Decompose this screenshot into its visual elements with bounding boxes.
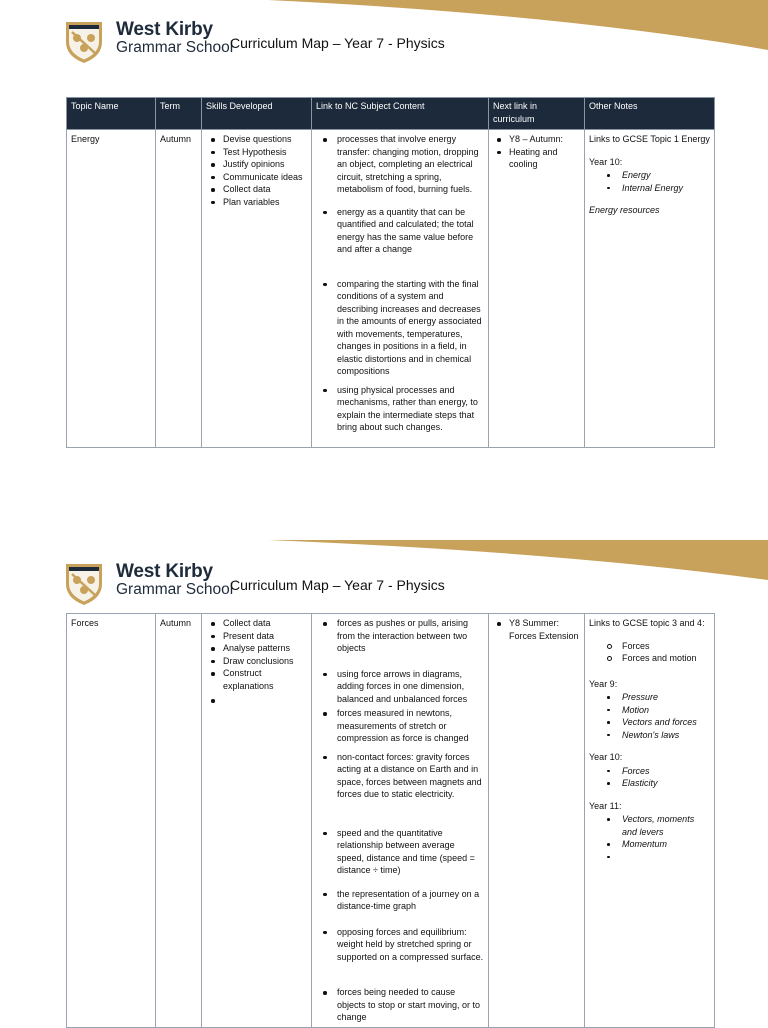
header-nc-content: Link to NC Subject Content: [312, 98, 489, 130]
list-item: Devise questions: [223, 133, 307, 146]
list-item: Forces: [622, 765, 710, 778]
school-name: [116, 562, 233, 598]
school-name-line2: Grammar School: [116, 39, 234, 56]
nc-content-list: [316, 133, 484, 434]
list-item: Heating and cooling: [509, 146, 580, 171]
list-item: Internal Energy: [622, 182, 710, 195]
skills-list: [206, 133, 307, 208]
page-header: [64, 562, 764, 612]
list-item: Vectors, moments and levers: [622, 813, 710, 838]
list-item: forces being needed to cause objects to stop or start moving, or to change: [337, 986, 484, 1024]
list-item: Collect data: [223, 617, 307, 630]
nc-content-list: [316, 617, 484, 1024]
forces-curriculum-table: [66, 613, 715, 1028]
gcse-link-note: Links to GCSE Topic 1 Energy: [589, 134, 710, 144]
school-name-line1: West Kirby: [116, 561, 213, 582]
list-item: the representation of a journey on a distance-time graph: [337, 888, 484, 913]
year10-topic-list: [589, 765, 710, 790]
page-2: [0, 540, 768, 1024]
list-item: using physical processes and mechanisms, rather than energy, to explain the intermediate steps that bring about such changes.: [337, 384, 484, 434]
skills-cell: [202, 614, 312, 1028]
term-cell: Autumn: [156, 130, 202, 448]
list-item: Y8 – Autumn:: [509, 133, 580, 146]
list-item: opposing forces and equilibrium: weight held by stretched spring or supported on a compressed surface.: [337, 926, 484, 962]
document-title: Curriculum Map – Year 7 - Physics: [230, 35, 445, 51]
list-item: Analyse patterns: [223, 642, 307, 655]
year-label: Year 9:: [589, 678, 618, 689]
school-name-line2: Grammar School: [116, 581, 234, 598]
header-other-notes: Other Notes: [585, 98, 715, 130]
list-item: Justify opinions: [223, 158, 307, 171]
next-link-list: [493, 133, 580, 171]
header-next-link: Next link in curriculum: [489, 98, 585, 130]
list-item: forces as pushes or pulls, arising from the interaction between two objects: [337, 617, 484, 655]
school-crest-logo: [64, 20, 104, 64]
next-link-list: [493, 617, 580, 642]
list-item: Present data: [223, 630, 307, 643]
topic-name-cell: Forces: [67, 614, 156, 1028]
list-item: speed and the quantitative relationship between average speed, distance and time (speed = distance ÷ time): [337, 827, 484, 877]
list-item: [223, 694, 307, 706]
year-label: Year 10:: [589, 752, 623, 762]
year9-topic-list: [589, 691, 710, 741]
term-cell: Autumn: [156, 614, 202, 1028]
list-item: comparing the starting with the final conditions of a system and describing increases and decreases in the amounts of energy associated with movements, temperatures, changes in positions in a field, in elastic distortions and in chemical compositions: [337, 278, 484, 378]
list-item: Y8 Summer: Forces Extension: [509, 618, 579, 641]
gcse-topic-list: [589, 640, 710, 665]
list-item: Test Hypothesis: [223, 146, 307, 159]
nc-content-cell: [312, 614, 489, 1028]
list-item: forces measured in newtons, measurements of stretch or compression as force is changed: [337, 707, 484, 745]
skills-list: [206, 617, 307, 706]
list-item: Collect data: [223, 183, 307, 196]
list-item: Plan variables: [223, 196, 307, 209]
other-notes-cell: [585, 614, 715, 1028]
year11-topic-list: [589, 813, 710, 863]
document-title: Curriculum Map – Year 7 - Physics: [230, 577, 445, 593]
year-label: Year 10:: [589, 156, 623, 167]
table-header-row: [67, 98, 715, 130]
list-item: Energy: [622, 169, 710, 182]
list-item: non-contact forces: gravity forces acting at a distance on Earth and in space, forces between magnets and forces due to static electricity.: [337, 751, 484, 801]
list-item: Draw conclusions: [223, 655, 307, 668]
list-item: processes that involve energy transfer: changing motion, dropping an object, completing an electrical circuit, stretching a spring, metabolism of food, burning fuels.: [337, 133, 484, 196]
list-item: [622, 851, 710, 863]
school-crest-logo: [64, 562, 104, 606]
year-label: Year 11:: [589, 800, 622, 811]
list-item: Motion: [622, 704, 710, 717]
list-item: Pressure: [622, 691, 710, 704]
list-item: Elasticity: [622, 777, 710, 790]
other-notes-cell: [585, 130, 715, 448]
topic-name-cell: Energy: [67, 130, 156, 448]
list-item: Forces and motion: [622, 652, 710, 665]
school-name: [116, 20, 233, 56]
next-link-cell: [489, 130, 585, 448]
header-topic-name: Topic Name: [67, 98, 156, 130]
list-item: energy as a quantity that can be quantified and calculated; the total energy has the same value before and after a change: [337, 206, 484, 256]
year10-topic-list: [589, 169, 710, 194]
header-term: Term: [156, 98, 202, 130]
school-name-line1: West Kirby: [116, 19, 213, 40]
energy-resources-note: Energy resources: [589, 205, 660, 215]
next-link-cell: [489, 614, 585, 1028]
nc-content-cell: [312, 130, 489, 448]
list-item: Forces: [622, 640, 710, 653]
energy-curriculum-table: [66, 97, 715, 448]
list-item: Communicate ideas: [223, 171, 307, 184]
skills-cell: [202, 130, 312, 448]
gcse-link-note: Links to GCSE topic 3 and 4:: [589, 618, 705, 628]
list-item: using force arrows in diagrams, adding forces in one dimension, balanced and unbalanced forces: [337, 668, 484, 706]
list-item: Vectors and forces: [622, 716, 710, 729]
table-row-energy: [67, 130, 715, 448]
list-item: Newton's laws: [622, 729, 710, 742]
list-item: Momentum: [622, 838, 710, 851]
header-skills-developed: Skills Developed: [202, 98, 312, 130]
list-item: Construct explanations: [223, 667, 307, 692]
table-row-forces: [67, 614, 715, 1028]
page-header: [64, 20, 764, 70]
